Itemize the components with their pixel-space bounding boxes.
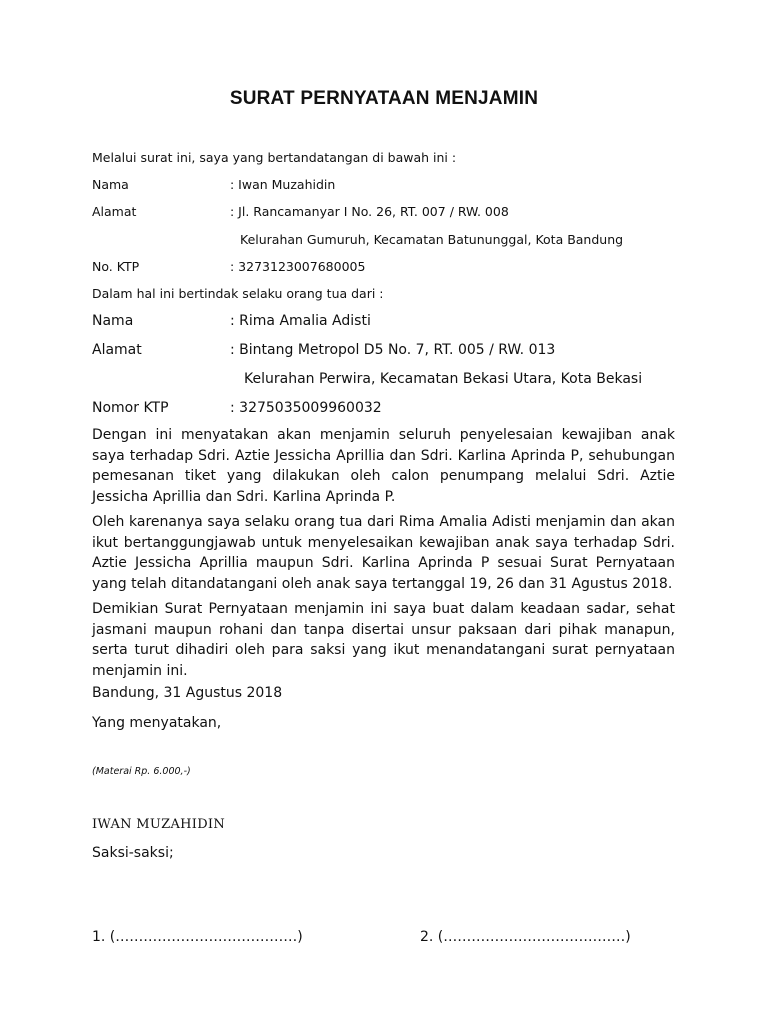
paragraph-guarantee: Dengan ini menyatakan akan menjamin seluruh penyelesaian kewajiban anak saya terhadap Sdri. Aztie Jessicha Aprillia dan Sdri. Karlina Aprinda P, sehubungan pemesanan tiket yang dilakukan oleh calon penumpang melalui Sdri. Aztie Jessicha Aprillia dan Sdri. Karlina Aprinda P.	[92, 427, 675, 505]
stamp-note: (Materai Rp. 6.000,-)	[92, 766, 191, 777]
guarantor-name-label: Nama	[92, 177, 129, 192]
child-ktp-label: Nomor KTP	[92, 400, 169, 416]
guarantor-address-line-1: : Jl. Rancamanyar I No. 26, RT. 007 / RW. 008	[230, 204, 509, 219]
witnesses-label: Saksi-saksi;	[92, 845, 174, 861]
child-address-line-1: : Bintang Metropol D5 No. 7, RT. 005 / RW. 013	[230, 342, 556, 358]
witness-2-signature-line: 2. (…………………………………)	[420, 929, 631, 945]
signer-name: IWAN MUZAHIDIN	[92, 817, 226, 832]
paragraph-declaration: Demikian Surat Pernyataan menjamin ini saya buat dalam keadaan sadar, sehat jasmani maupun rohani dan tanpa disertai unsur paksaan dari pihak manapun, serta turut dihadiri oleh para saksi yang ikut menandatangani surat pernyataan menjamin ini.	[92, 601, 675, 679]
child-address-line-2: Kelurahan Perwira, Kecamatan Bekasi Utara, Kota Bekasi	[244, 371, 643, 387]
place-date: Bandung, 31 Agustus 2018	[92, 685, 283, 701]
child-name-value: : Rima Amalia Adisti	[230, 313, 371, 329]
guarantor-ktp-value: : 3273123007680005	[230, 259, 366, 274]
guarantor-address-line-2: Kelurahan Gumuruh, Kecamatan Batununggal, Kota Bandung	[240, 232, 624, 247]
child-ktp-value: : 3275035009960032	[230, 400, 382, 416]
witness-1-signature-line: 1. (…………………………………)	[92, 929, 303, 945]
closing-text: Yang menyatakan,	[92, 715, 222, 731]
guarantor-address-label: Alamat	[92, 204, 137, 219]
child-name-label: Nama	[92, 313, 134, 329]
letter-title: SURAT PERNYATAAN MENJAMIN	[229, 88, 539, 109]
acting-for-text: Dalam hal ini bertindak selaku orang tua dari :	[92, 286, 384, 301]
paragraph-responsibility: Oleh karenanya saya selaku orang tua dari Rima Amalia Adisti menjamin dan akan ikut bertanggungjawab untuk menyelesaikan kewajiban anak saya terhadap Sdri. Aztie Jessicha Aprillia maupun Sdri. Karlina Aprinda P sesuai Surat Pernyataan yang telah ditandatangani oleh anak saya tertanggal 19, 26 dan 31 Agustus 2018.	[92, 514, 675, 592]
guarantor-name-value: : Iwan Muzahidin	[230, 177, 336, 192]
guarantor-ktp-label: No. KTP	[92, 259, 140, 274]
intro-text: Melalui surat ini, saya yang bertandatangan di bawah ini :	[92, 150, 457, 165]
child-address-label: Alamat	[92, 342, 142, 358]
